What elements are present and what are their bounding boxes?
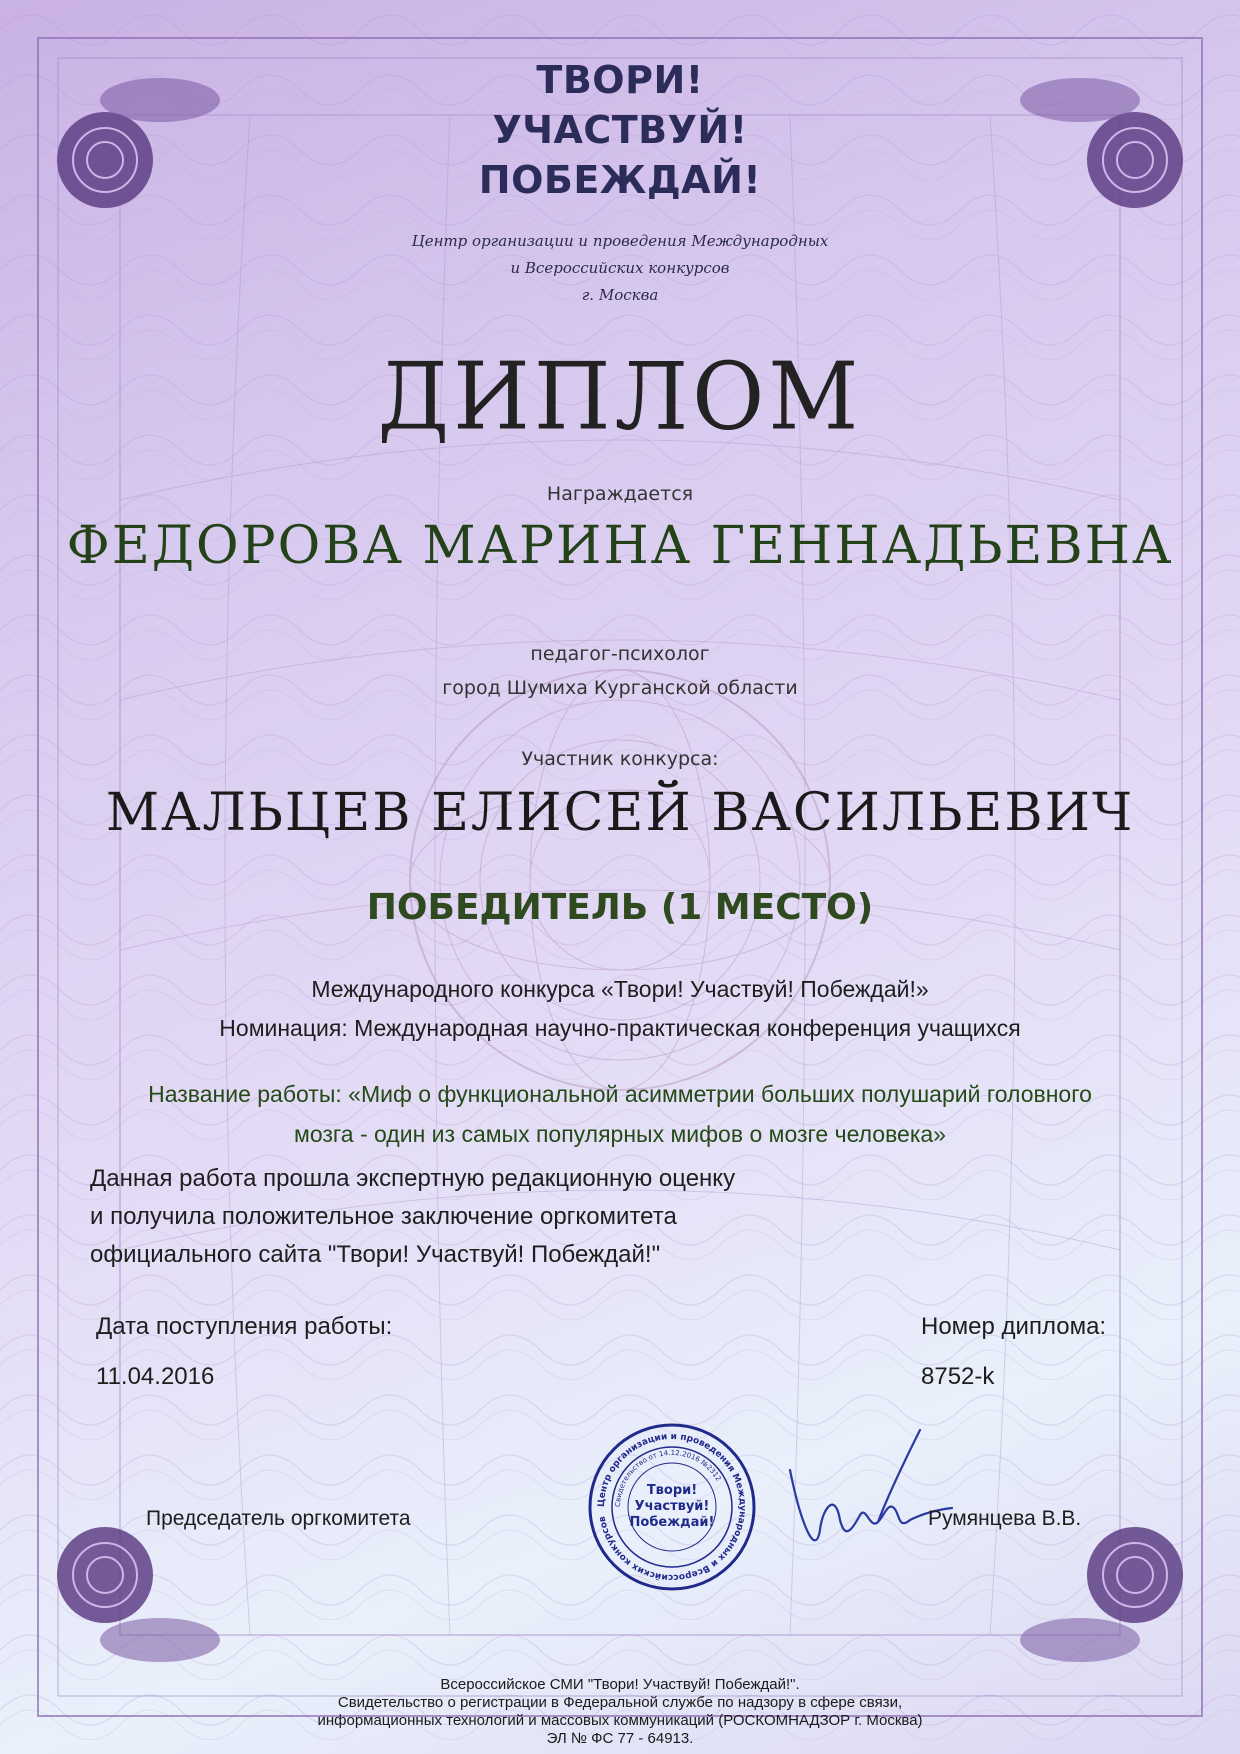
work-title-line-2: мозга - один из самых популярных мифов о мозге человека» — [294, 1121, 946, 1147]
organizer-block — [0, 228, 1240, 309]
work-title-line-1: Название работы: «Миф о функциональной асимметрии больших полушарий головного — [148, 1081, 1092, 1107]
participant-label: Участник конкурса: — [521, 748, 719, 770]
footer-line-4: ЭЛ № ФС 77 - 64913. — [546, 1730, 694, 1747]
contest-info — [0, 970, 1240, 1048]
review-line-3: официального сайта "Твори! Участвуй! Побеждай!" — [90, 1241, 661, 1268]
work-title — [50, 1074, 1190, 1154]
stamp-ring-text: Центр организации и проведения Международных и Всероссийских конкурсов — [596, 1431, 748, 1583]
footer-line-1: Всероссийское СМИ "Твори! Участвуй! Побеждай!". — [440, 1676, 800, 1693]
handwritten-signature — [760, 1410, 960, 1600]
awardee-position — [0, 637, 1240, 705]
date-value: 11.04.2016 — [96, 1363, 215, 1390]
nomination: Номинация: Международная научно-практическая конференция учащихся — [219, 1015, 1021, 1041]
organizer-city: г. Москва — [581, 286, 659, 304]
number-label: Номер диплома: — [921, 1313, 1107, 1340]
signer-name: Румянцева В.В. — [928, 1507, 1082, 1530]
contest-name: Международного конкурса «Твори! Участвуй! Побеждай!» — [311, 976, 929, 1002]
review-line-2: и получила положительное заключение оргкомитета — [90, 1203, 677, 1230]
footer-registration — [0, 1676, 1240, 1748]
stamp-center-text — [587, 1422, 757, 1592]
chair-label: Председатель оргкомитета — [146, 1507, 411, 1530]
stamp-center-line-1: Твори! — [646, 1483, 698, 1498]
diploma-title: ДИПЛОМ — [377, 342, 863, 451]
position-location: город Шумиха Курганской области — [442, 677, 798, 699]
participant-name: МАЛЬЦЕВ ЕЛИСЕЙ ВАСИЛЬЕВИЧ — [105, 783, 1135, 843]
review-statement — [90, 1160, 990, 1274]
number-value: 8752-k — [921, 1363, 995, 1390]
footer-line-3: информационных технологий и массовых коммуникаций (РОСКОМНАДЗОР г. Москва) — [317, 1712, 923, 1729]
place-award: ПОБЕДИТЕЛЬ (1 МЕСТО) — [366, 887, 874, 928]
diploma-number-block — [921, 1302, 1106, 1402]
awardee-name: ФЕДОРОВА МАРИНА ГЕННАДЬЕВНА — [66, 516, 1174, 576]
stamp-center-line-2: Участвуй! — [634, 1499, 710, 1514]
slogan-logo — [0, 55, 1240, 205]
organizer-line-2: и Всероссийских конкурсов — [510, 259, 730, 277]
review-line-1: Данная работа прошла экспертную редакционную оценку — [90, 1165, 736, 1192]
date-label: Дата поступления работы: — [96, 1313, 393, 1340]
slogan-line-1: ТВОРИ! — [536, 58, 704, 102]
footer-line-2: Свидетельство о регистрации в Федеральной службе по надзору в сфере связи, — [337, 1694, 903, 1711]
stamp-inner-ring-text: Свидетельство от 14.12.2016 №2312 — [613, 1448, 723, 1508]
slogan-line-2: УЧАСТВУЙ! — [492, 108, 748, 152]
organizer-line-1: Центр организации и проведения Международных — [411, 232, 829, 250]
submission-date-block — [96, 1302, 392, 1402]
slogan-line-3: ПОБЕЖДАЙ! — [478, 158, 762, 202]
stamp-center-line-3: Побеждай! — [629, 1515, 715, 1530]
awarded-label: Награждается — [546, 483, 694, 505]
position-title: педагог-психолог — [530, 643, 710, 665]
